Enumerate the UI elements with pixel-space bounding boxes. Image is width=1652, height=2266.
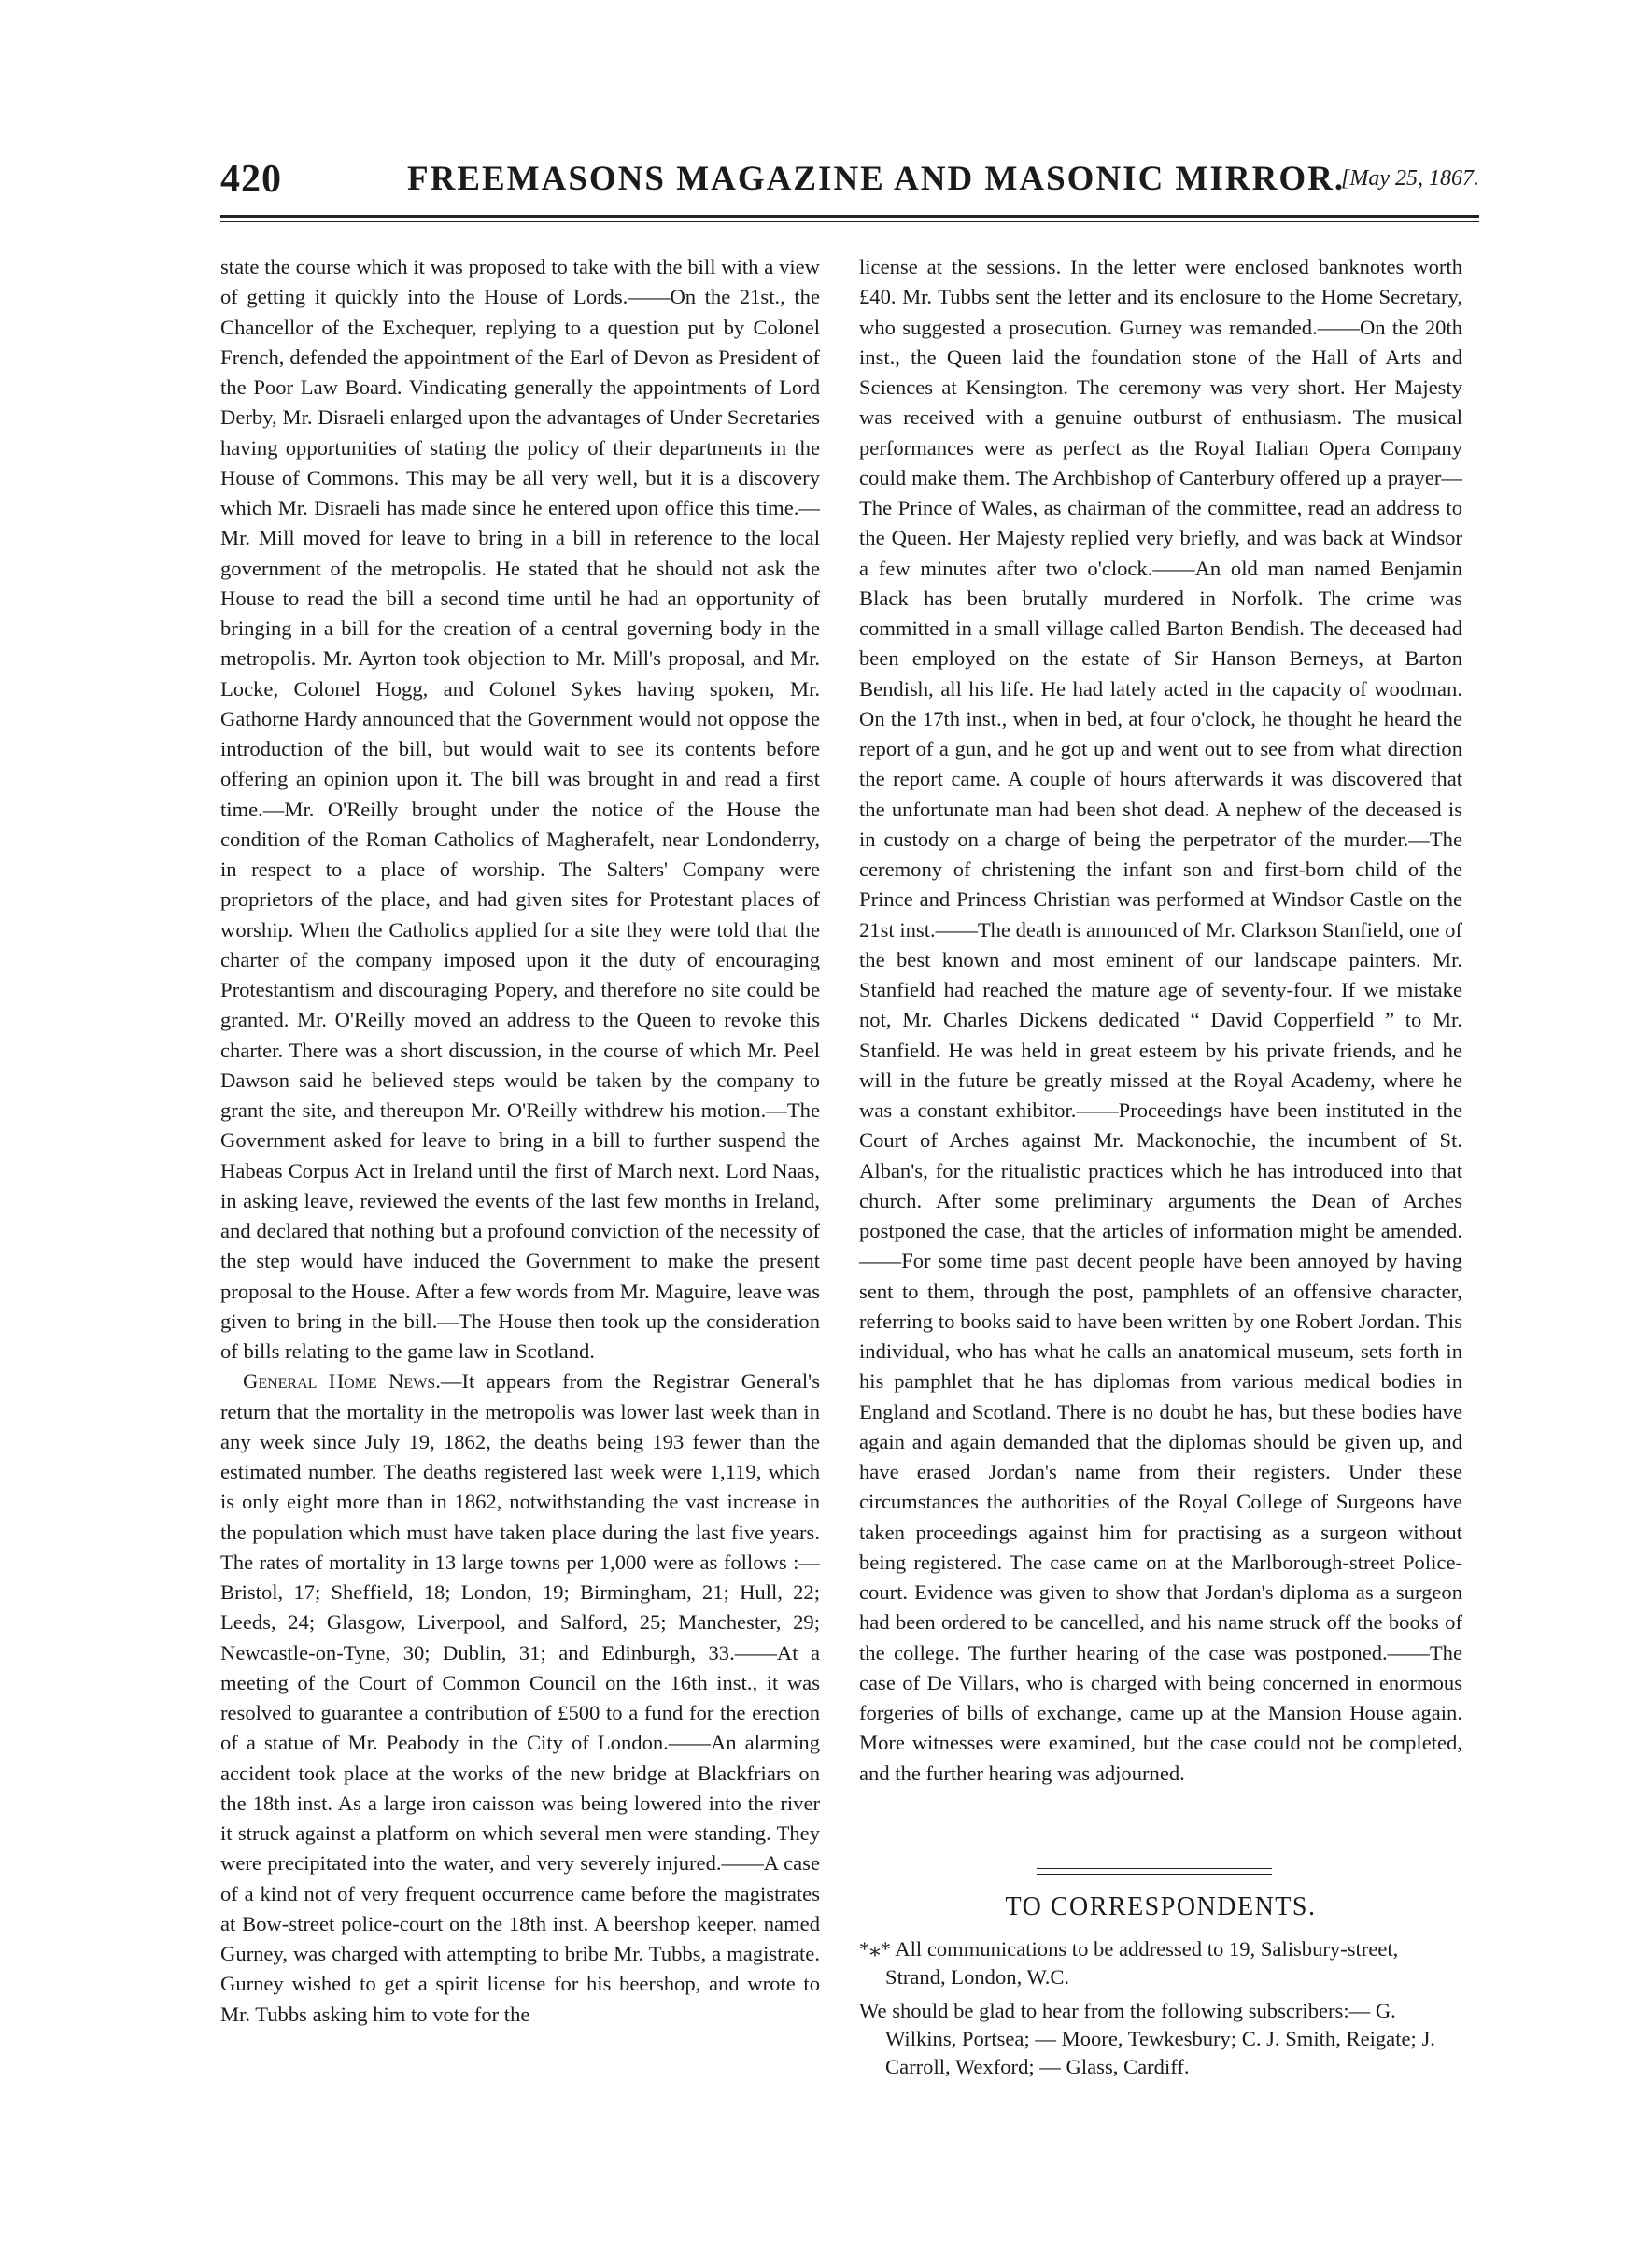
news-continued-paragraph: license at the sessions. In the letter were enclosed banknotes worth £40. Mr. Tubbs sent the letter and its enclosure to the Home Secretary, who suggested a prosecution. Gurney was remanded.——On the 20th inst., the Queen laid the foundation stone of the Hall of Arts and Sciences at Kensington. The ceremony was very short. Her Majesty was received with a genuine outburst of enthusiasm. The musical performances were as perfect as the Royal Italian Opera Company could make them. The Archbishop of Canterbury offered up a prayer—The Prince of Wales, as chairman of the committee, read an address to the Queen. Her Majesty replied very briefly, and was back at Windsor a few minutes after two o'clock.——An old man named Benjamin Black has been brutally murdered in Norfolk. The crime was committed in a small village called Barton Bendish. The deceased had been employed on the estate of Sir Hanson Berneys, at Barton Bendish, all his life. He had lately acted in the capacity of woodman. On the 17th inst., when in bed, at four o'clock, he thought he heard the report of a gun, and he got up and went out to see from what direction the report came. A couple of hours afterwards it was discovered that the unfortunate man had been shot dead. A nephew of the deceased is in custody on a charge of being the perpetrator of the murder.—The ceremony of christening the infant son and first-born child of the Prince and Princess Christian was performed at Windsor Castle on the 21st inst.——The death is announced of Mr. Clarkson Stanfield, one of the best known and most eminent of our landscape painters. Mr. Stanfield had reached the mature age of seventy-four. If we mistake not, Mr. Charles Dickens dedicated “ David Copperfield ” to Mr. Stanfield. He was held in great esteem by his private friends, and he will in the future be greatly missed at the Royal Academy, where he was a constant exhibitor.——Proceedings have been instituted in the Court of Arches against Mr. Mackonochie, the incumbent of St. Alban's, for the ritualistic practices which he has introduced into that church. After some preliminary arguments the Dean of Arches postponed the case, that the articles of information might be amended.——For some time past decent people have been annoyed by having sent to them, through the post, pamphlets of an offensive character, referring to books said to have been written by one Robert Jordan. This individual, who has what he calls an anatomical museum, sets forth in his pamphlet that he has diplomas from various medical bodies in England and Scotland. There is no doubt he has, but these bodies have again and again demanded that the diplomas should be given up, and have erased Jordan's name from their registers. Under these circumstances the authorities of the Royal College of Surgeons have taken proceedings against him for practising as a surgeon without being registered. The case came on at the Marlborough-street Police-court. Evidence was given to show that Jordan's diploma as a surgeon had been ordered to be cancelled, and his name struck off the books of the college. The further hearing of the case was postponed.——The case of De Villars, who is charged with being concerned in enormous forgeries of bills of exchange, came up at the Mansion House again. More witnesses were examined, but the case could not be completed, and the further hearing was adjourned.	[859, 255, 1462, 1785]
subscribers-notice: We should be glad to hear from the following subscribers:— G. Wilkins, Portsea; — Moore, Tewkesbury; C. J. Smith, Reigate; J. Carroll, Wexford; — Glass, Cardiff.	[859, 1999, 1435, 2078]
section-rule-2	[1037, 1874, 1272, 1875]
masthead-title: FREEMASONS MAGAZINE AND MASONIC MIRROR.	[407, 160, 1346, 198]
address-notice-text: All communications to be addressed to 19, Salisbury-street, Strand, London, W.C.	[885, 1937, 1399, 1989]
page-number: 420	[220, 158, 282, 201]
page-header	[220, 157, 1479, 213]
right-column	[859, 252, 1462, 1789]
correspondents-heading: TO CORRESPONDENTS.	[1005, 1892, 1317, 1921]
section-rule	[1037, 1868, 1272, 1869]
parliament-paragraph: state the course which it was proposed to take with the bill with a view of getting it quickly into the House of Lords.——On the 21st., the Chancellor of the Exchequer, replying to a question put by Colonel French, defended the appointment of the Earl of Devon as President of the Poor Law Board. Vindicating generally the appointments of Lord Derby, Mr. Disraeli enlarged upon the advantages of Under Secretaries having opportunities of stating the policy of their departments in the House of Commons. This may be all very well, but it is a discovery which Mr. Disraeli has made since he entered upon office this time.—Mr. Mill moved for leave to bring in a bill in reference to the local government of the metropolis. He stated that he should not ask the House to read the bill a second time until he had an opportunity of bringing in a bill for the creation of a central governing body in the metropolis. Mr. Ayrton took objection to Mr. Mill's proposal, and Mr. Locke, Colonel Hogg, and Colonel Sykes having spoken, Mr. Gathorne Hardy announced that the Government would not oppose the introduction of the bill, but would wait to see its contents before offering an opinion upon it. The bill was brought in and read a first time.—Mr. O'Reilly brought under the notice of the House the condition of the Roman Catholics of Magherafelt, near Londonderry, in respect to a place of worship. The Salters' Company were proprietors of the place, and had given sites for Protestant places of worship. When the Catholics applied for a site they were told that the charter of the company imposed upon it the duty of encouraging Protestantism and discouraging Popery, and therefore no site could be granted. Mr. O'Reilly moved an address to the Queen to revoke this charter. There was a short discussion, in the course of which Mr. Peel Dawson said he believed steps would be taken by the company to grant the site, and thereupon Mr. O'Reilly withdrew his motion.—The Government asked for leave to bring in a bill to further suspend the Habeas Corpus Act in Ireland until the first of March next. Lord Naas, in asking leave, reviewed the events of the last few months in Ireland, and declared that nothing but a profound conviction of the necessity of the step would have induced the Government to make the present proposal to the House. After a few words from Mr. Maguire, leave was given to bring in the bill.—The House then took up the consideration of bills relating to the game law in Scotland.	[220, 255, 820, 1363]
correspondents-notices	[859, 1935, 1462, 2087]
header-rule-thin	[220, 221, 1479, 222]
asterism-mark: *⁎*	[859, 1937, 891, 1961]
address-notice	[859, 1935, 1462, 1991]
home-news-text: —It appears from the Registrar General's return that the mortality in the metropolis was lower last week than in any week since July 19, 1862, the deaths being 193 fewer than the estimated number. The deaths registered last week were 1,119, which is only eight more than in 1862, notwithstanding the vast increase in the population which must have taken place during the last five years. The rates of mortality in 13 large towns per 1,000 were as follows :—Bristol, 17; Sheffield, 18; London, 19; Birmingham, 21; Hull, 22; Leeds, 24; Glasgow, Liverpool, and Salford, 25; Manchester, 29; Newcastle-on-Tyne, 30; Dublin, 31; and Edinburgh, 33.——At a meeting of the Court of Common Council on the 16th inst., it was resolved to guarantee a contribution of £500 to a fund for the erection of a statue of Mr. Peabody in the City of London.——An alarming accident took place at the works of the new bridge at Blackfriars on the 18th inst. As a large iron caisson was being lowered into the river it struck against a platform on which several men were standing. They were precipitated into the water, and very severely injured.——A case of a kind not of very frequent occurrence came before the magistrates at Bow-street police-court on the 18th inst. A beershop keeper, named Gurney, was charged with attempting to bribe Mr. Tubbs, a magistrate. Gurney wished to get a spirit license for his beershop, and wrote to Mr. Tubbs asking him to vote for the	[220, 1369, 820, 2026]
home-news-paragraph	[220, 1367, 820, 2030]
left-column	[220, 252, 820, 2030]
issue-date: [May 25, 1867.	[1341, 166, 1479, 191]
home-news-lead: General Home News.	[243, 1369, 441, 1394]
header-rule	[220, 215, 1479, 218]
